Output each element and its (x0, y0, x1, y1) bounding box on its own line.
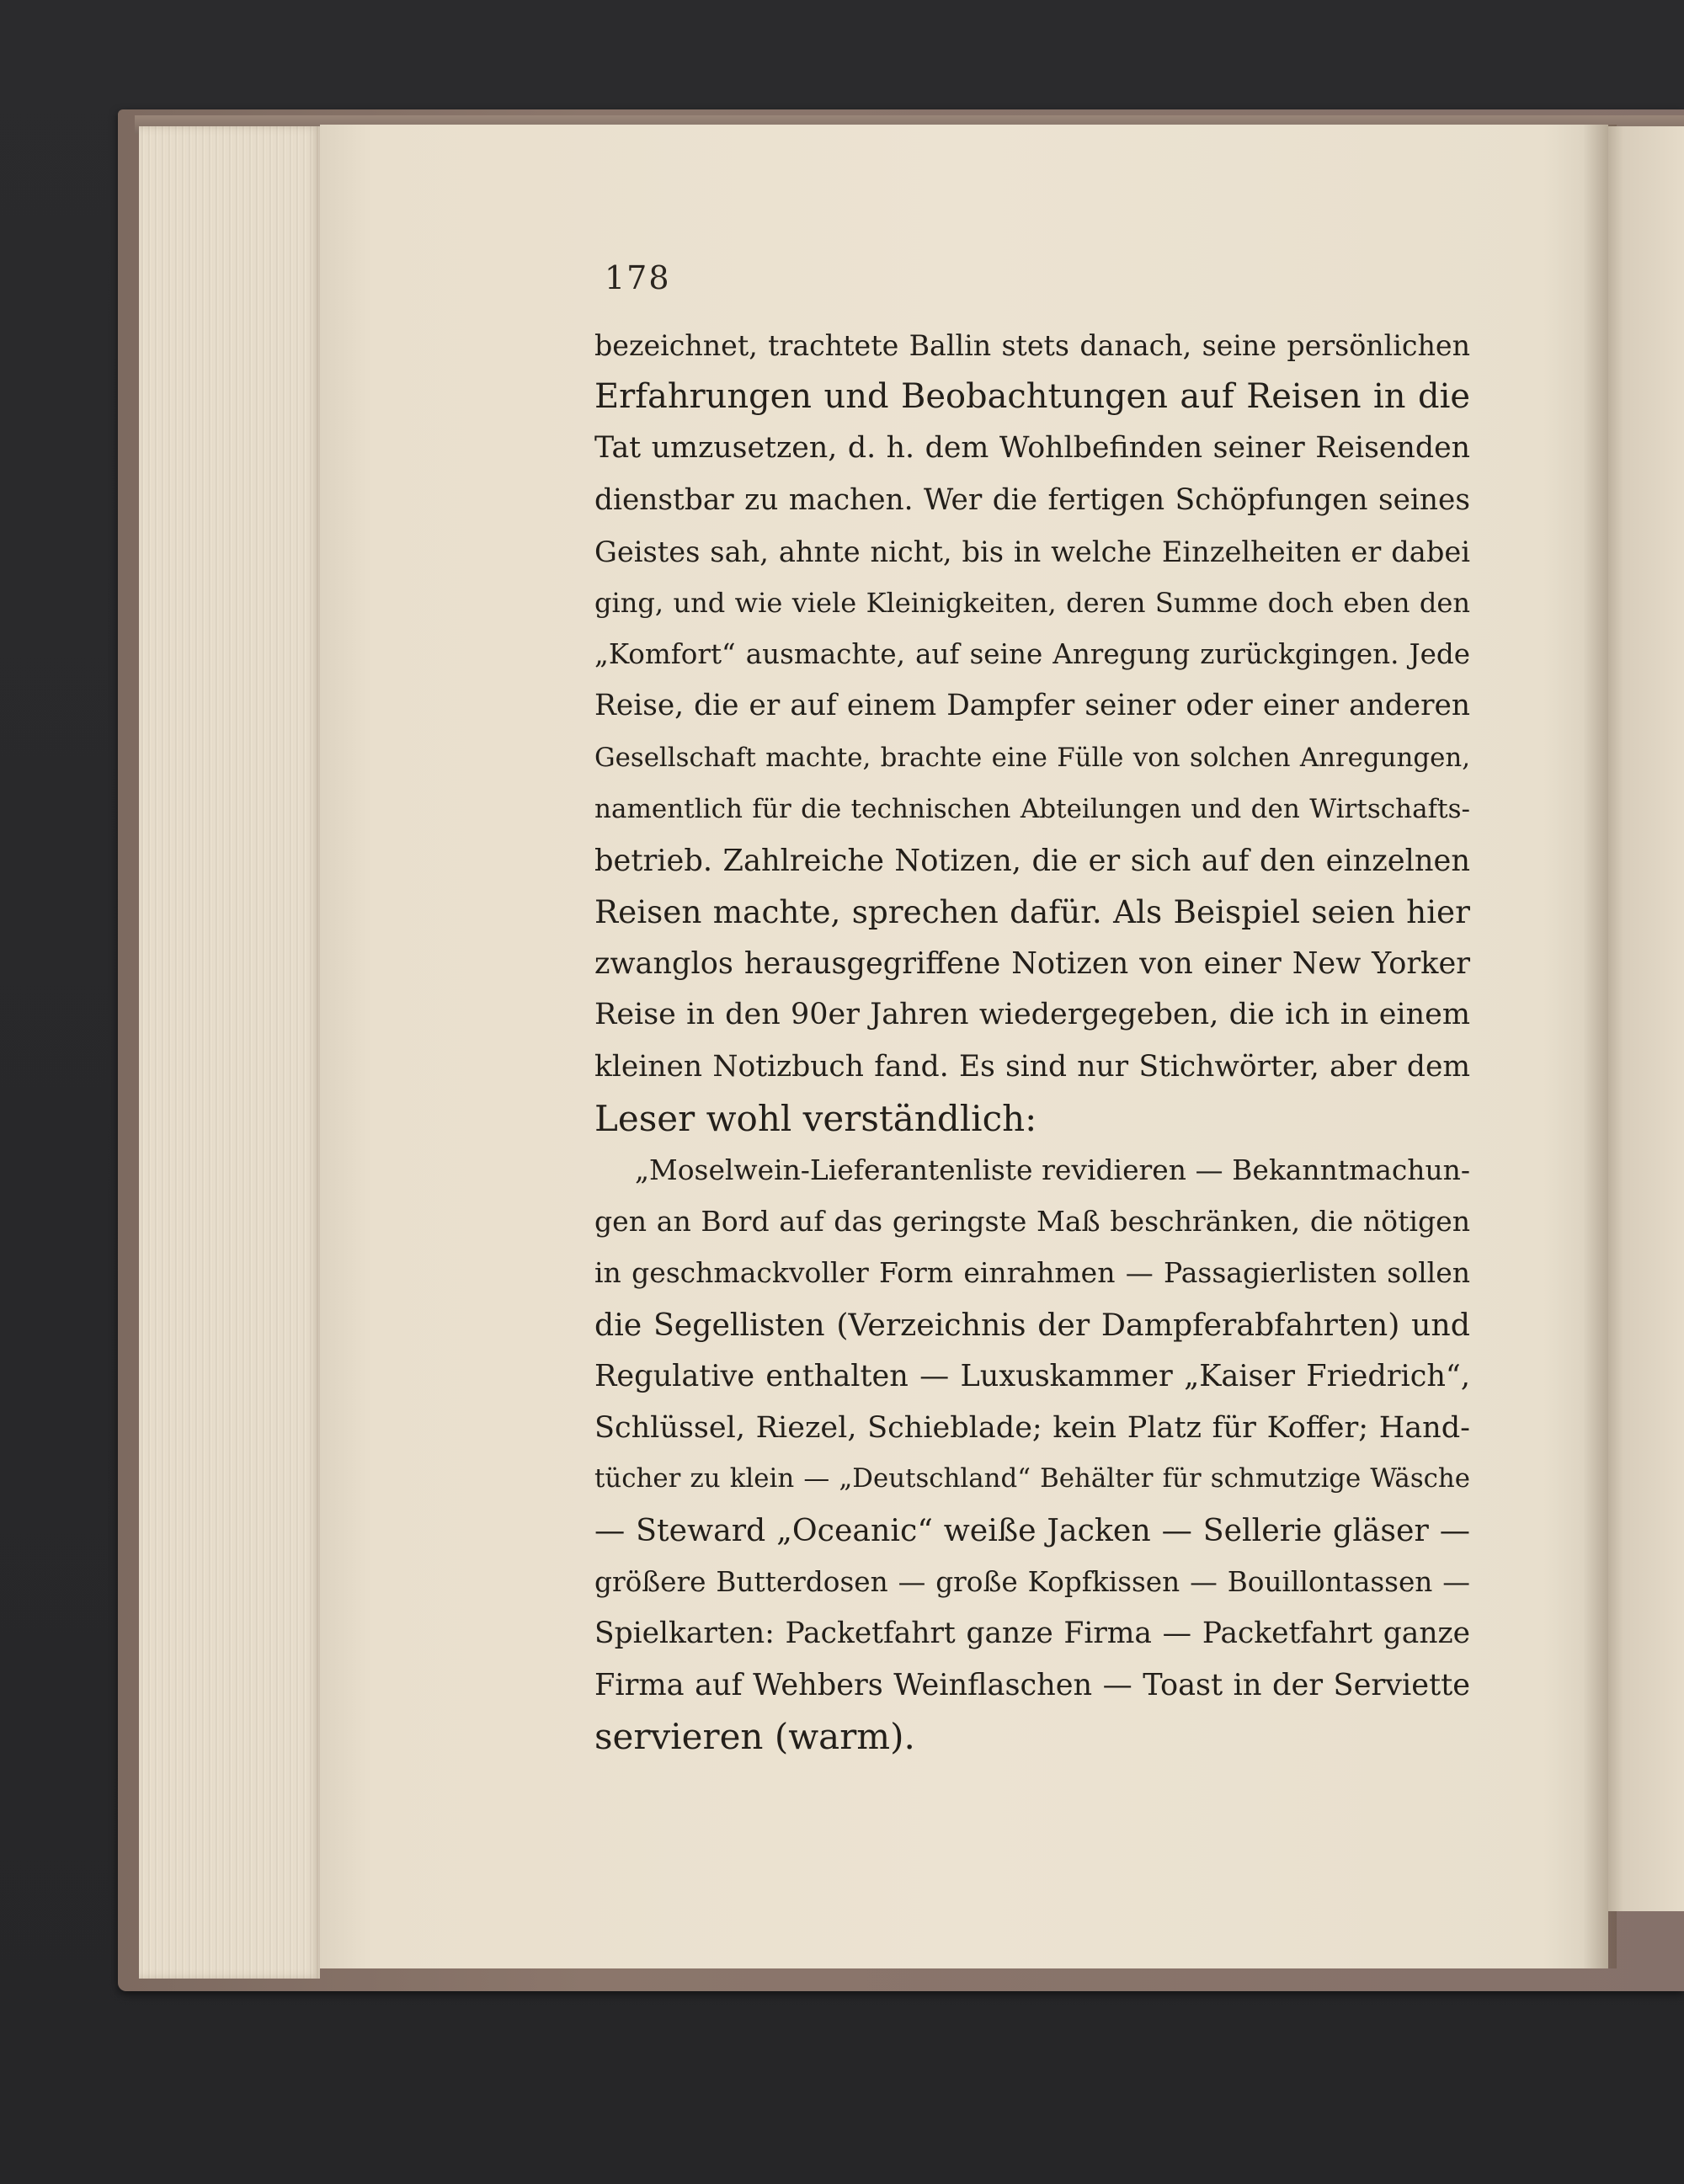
text-line: zwanglos herausgegriffene Notizen von einer New Yorker (594, 946, 1470, 982)
text-line: tücher zu klein — „Deutschland“ Behälter für schmutzige Wäsche (594, 1463, 1470, 1494)
page-number: 178 (605, 259, 671, 296)
text-line: Firma auf Wehbers Weinflaschen — Toast in der Serviette (594, 1667, 1470, 1702)
text-line: „Komfort“ ausmachte, auf seine Anregung zurückgingen. Jede (594, 638, 1470, 671)
text-line: bezeichnet, trachtete Ballin stets danach, seine persönlichen (594, 329, 1470, 362)
text-line: dienstbar zu machen. Wer die fertigen Schöpfungen seines (594, 482, 1470, 517)
page-edges (139, 126, 320, 1979)
text-line: betrieb. Zahlreiche Notizen, die er sich auf den einzelnen (594, 843, 1470, 878)
text-line: Regulative enthalten — Luxuskammer „Kaiser Friedrich“, (594, 1358, 1470, 1393)
text-line: Tat umzusetzen, d. h. dem Wohlbefinden seiner Reisenden (594, 431, 1470, 466)
page-text (594, 320, 1470, 1762)
text-line: ging, und wie viele Kleinigkeiten, deren Summe doch eben den (594, 586, 1470, 619)
text-line: gen an Bord auf das geringste Maß beschränken, die nötigen (594, 1205, 1470, 1238)
text-line: servieren (warm). (594, 1716, 915, 1758)
text-line: Erfahrungen und Beobachtungen auf Reisen in die (594, 377, 1470, 417)
text-line: Spielkarten: Packetfahrt ganze Firma — Packetfahrt ganze (594, 1616, 1470, 1650)
text-line: namentlich für die technischen Abteilungen und den Wirtschafts- (594, 793, 1470, 824)
text-line: Reisen machte, sprechen dafür. Als Beispiel seien hier (594, 893, 1470, 931)
text-line: Reise, die er auf einem Dampfer seiner oder einer anderen (594, 689, 1470, 723)
text-line: Gesellschaft machte, brachte eine Fülle von solchen Anregungen, (594, 742, 1470, 773)
text-line: Leser wohl verständlich: (594, 1097, 1037, 1139)
facing-page-edge (1608, 126, 1684, 1911)
text-line: kleinen Notizbuch fand. Es sind nur Stichwörter, aber dem (594, 1049, 1470, 1084)
text-line: größere Butterdosen — große Kopfkissen — Bouillontassen — (594, 1565, 1470, 1598)
text-line: „Moselwein-Lieferantenliste revidieren — Bekanntmachun- (635, 1153, 1470, 1186)
text-line: Schlüssel, Riezel, Schieblade; kein Platz für Koffer; Hand- (594, 1409, 1470, 1445)
text-line: — Steward „Oceanic“ weiße Jacken — Sellerie gläser — (594, 1512, 1470, 1549)
text-line: die Segellisten (Verzeichnis der Dampferabfahrten) und (594, 1306, 1470, 1343)
text-line: in geschmackvoller Form einrahmen — Passagierlisten sollen (594, 1256, 1470, 1290)
text-line: Reise in den 90er Jahren wiedergegeben, die ich in einem (594, 998, 1470, 1032)
text-line: Geistes sah, ahnte nicht, bis in welche Einzelheiten er dabei (594, 535, 1470, 568)
